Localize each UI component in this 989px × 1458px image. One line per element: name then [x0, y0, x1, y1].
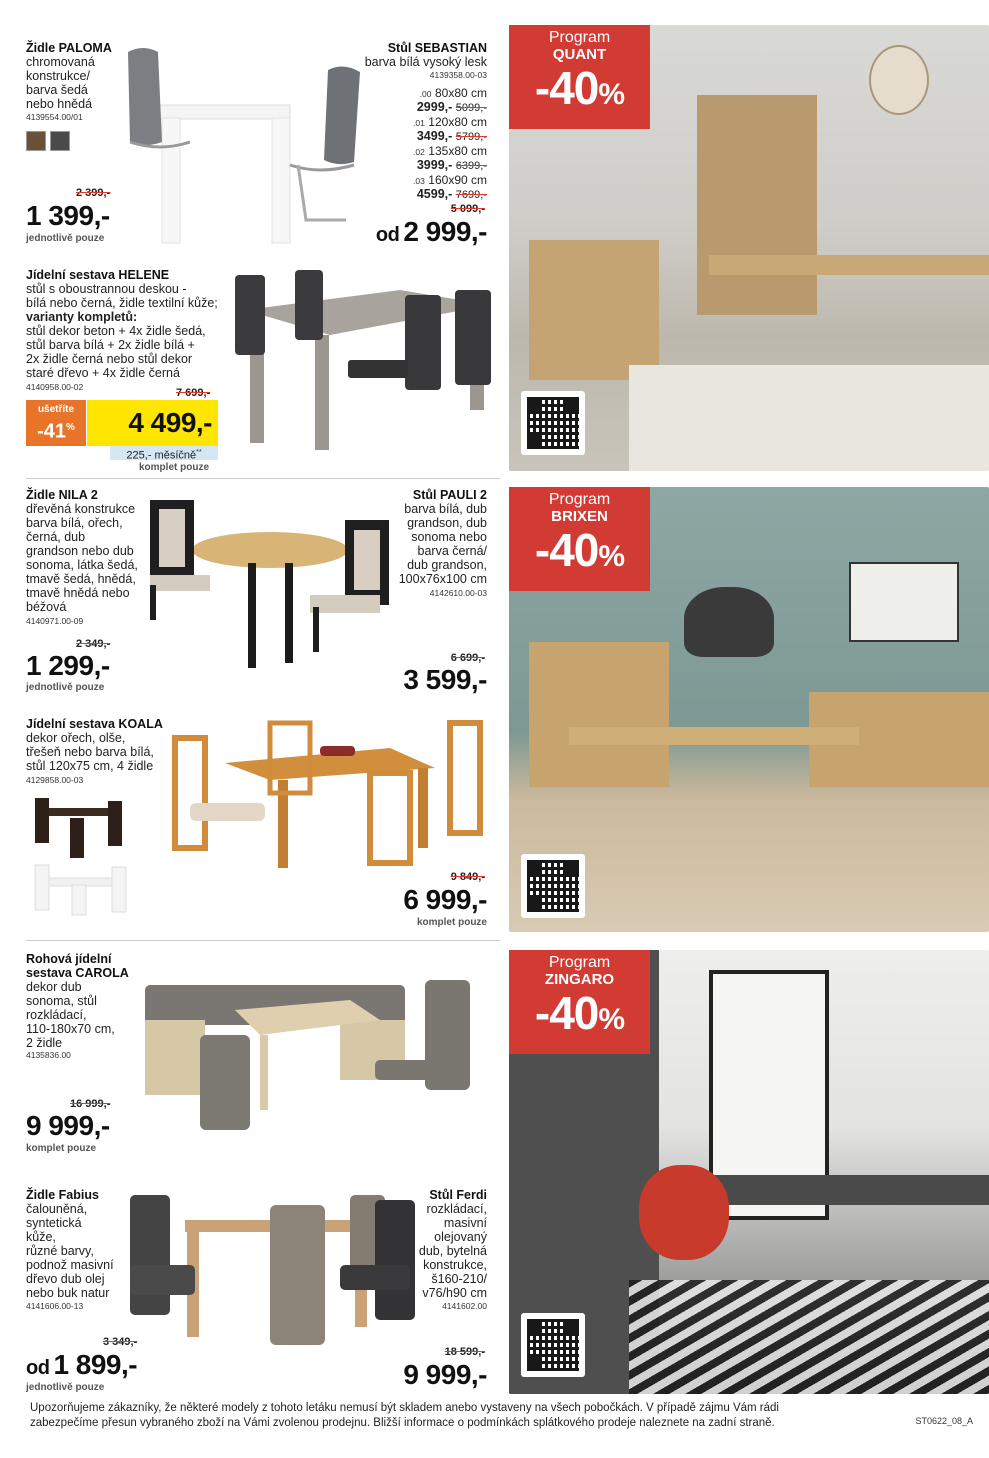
desc-line: nebo buk natur [26, 1286, 110, 1300]
price-unit: jednotlivě pouze [26, 233, 105, 244]
pendant-lamp [684, 587, 774, 657]
variant-list [347, 86, 487, 202]
desc-line: chromovaná [26, 55, 95, 69]
red-chair [639, 1165, 729, 1260]
name-line: sestava CAROLA [26, 966, 129, 980]
program-badge-brixen[interactable] [509, 487, 650, 591]
variant-line: stůl barva bílá + 2x židle bílá + [26, 338, 195, 352]
product-photo-helene [230, 265, 500, 455]
price: 3 599,- [403, 664, 487, 695]
product-photo-ferdi [125, 1190, 425, 1350]
save-badge [26, 400, 86, 446]
program-discount: -40% [534, 524, 625, 576]
desc-line: barva bílá, ořech, [26, 516, 123, 530]
old-price: 9 849,- [450, 871, 485, 883]
old-price: 7 699,- [176, 387, 211, 399]
name-line: Rohová jídelní [26, 952, 112, 966]
program-label: Program [548, 491, 611, 508]
section-divider [26, 478, 500, 479]
desc-line: tmavě hnědá nebo [26, 586, 130, 600]
page-code: ST0622_08_A [915, 1416, 973, 1426]
variant-line: stůl dekor beton + 4x židle šedá, [26, 324, 206, 338]
monthly-payment: 225,- měsíčně** [110, 446, 218, 460]
desc-line: 100x76x100 cm [398, 572, 487, 586]
qr-code-zingaro[interactable] [521, 1313, 585, 1377]
product-desc [26, 980, 115, 1050]
rug [629, 365, 989, 471]
program-badge-zingaro[interactable] [509, 950, 650, 1054]
desc-line: podnož masivní [26, 1258, 114, 1272]
program-badge-quant[interactable] [509, 25, 650, 129]
variant-thumbnails-koala [30, 793, 140, 918]
desc-line: třešeň nebo barva bílá, [26, 745, 154, 759]
product-name: Židle Fabius [26, 1188, 99, 1202]
program-name: ZINGARO [544, 971, 615, 988]
program-label: Program [548, 954, 611, 971]
product-desc [419, 1202, 487, 1300]
desc-line: š160-210/ [431, 1272, 487, 1286]
variant-row: .02 135x80 cm [412, 144, 487, 158]
product-desc [26, 282, 218, 380]
product-name: Jídelní sestava HELENE [26, 268, 170, 282]
variant-thumbnail-illustration [30, 793, 140, 918]
price: od 1 899,- [26, 1349, 138, 1380]
product-desc: barva bílá vysoký lesk [364, 55, 487, 69]
dining-table [709, 255, 989, 275]
price: od 2 999,- [375, 216, 487, 247]
desc-line: tmavě šedá, hnědá, [26, 572, 136, 586]
cabinet [529, 642, 669, 787]
desc-line: konstrukce/ [26, 69, 90, 83]
desc-line: barva šedá [26, 83, 88, 97]
desc-line: dřevo dub olej [26, 1272, 105, 1286]
price: 6 999,- [403, 884, 487, 915]
price-box [87, 400, 218, 446]
desc-line: dub grandson, [407, 558, 487, 572]
qr-code-quant[interactable] [521, 391, 585, 455]
desc-line: barva bílá, dub [404, 502, 487, 516]
product-name: Stůl SEBASTIAN [387, 41, 487, 55]
price-unit: komplet pouze [416, 917, 487, 928]
section-divider [26, 940, 500, 941]
product-photo-koala [170, 718, 490, 870]
product-code: 4139554.00/01 [26, 112, 83, 122]
variant-row: 3499,- 5799,- [416, 129, 487, 143]
product-desc [26, 55, 95, 111]
footer-line: Upozorňujeme zákazníky, že některé modely z tohoto letáku nemusí být skladem anebo vystaveny na všech pobočkách. V případě zájmu Vám rádi [30, 1402, 779, 1414]
zebra-rug [629, 1280, 989, 1394]
wall-frames [849, 562, 959, 642]
old-price: 6 699,- [450, 652, 485, 664]
footer-disclaimer [30, 1401, 890, 1431]
old-price: 2 349,- [76, 638, 111, 650]
product-photo-pauli [145, 495, 400, 675]
table-chairs-illustration [170, 718, 490, 870]
old-price: 18 599,- [444, 1346, 485, 1358]
color-swatch-brown[interactable] [26, 131, 46, 151]
product-desc [26, 1202, 114, 1300]
desc-line: sonoma, látka šedá, [26, 558, 138, 572]
desc-line: béžová [26, 600, 67, 614]
save-value: -41% [37, 420, 75, 443]
desc-line: dřevěná konstrukce [26, 502, 136, 516]
product-desc [26, 502, 138, 614]
variant-row: .03 160x90 cm [412, 173, 487, 187]
old-price: 2 399,- [76, 187, 111, 199]
product-name: Stůl PAULI 2 [412, 488, 487, 502]
product-name: Jídelní sestava KOALA [26, 717, 163, 731]
sideboard [529, 240, 659, 380]
table-chairs-illustration [120, 40, 375, 245]
desc-line: sonoma nebo [411, 530, 487, 544]
product-code: 4142610.00-03 [429, 588, 487, 598]
desc-line: čalouněná, [26, 1202, 88, 1216]
old-price: 5 099,- [450, 203, 485, 215]
desc-line: sonoma, stůl [26, 994, 97, 1008]
product-code: 4141606.00-13 [26, 1301, 84, 1311]
desc-line: dekor ořech, olše, [26, 731, 126, 745]
product-name: Židle NILA 2 [26, 488, 98, 502]
old-price: 16 999,- [70, 1098, 111, 1110]
variants-title: varianty kompletů: [26, 310, 138, 324]
product-code: 4140971.00-09 [26, 616, 84, 626]
product-photo-carola [140, 965, 490, 1140]
price: 4 499,- [128, 407, 212, 438]
price-unit: komplet pouze [139, 462, 210, 473]
variant-row: 2999,- 5099,- [416, 100, 487, 114]
cabinet [697, 95, 817, 315]
table-chairs-illustration [125, 1190, 425, 1350]
qr-code-brixen[interactable] [521, 854, 585, 918]
program-label: Program [548, 29, 611, 46]
desc-line: různé barvy, [26, 1244, 94, 1258]
price: 1 399,- [26, 200, 110, 231]
product-name: Stůl Ferdi [429, 1188, 487, 1202]
footer-line: zabezpečíme přesun vybraného zboží na Vámi zvolenou prodejnu. Bližší informace o podmínkách splátkového prodeje naleznete na zadní straně. [30, 1417, 775, 1429]
color-swatch-grey[interactable] [50, 131, 70, 151]
variant-row: 3999,- 6399,- [416, 158, 487, 172]
product-code: 4135836.00 [26, 1050, 71, 1060]
desc-line: dub, bytelná [418, 1244, 487, 1258]
program-discount: -40% [534, 62, 625, 114]
product-code: 4139358.00-03 [429, 70, 487, 80]
price-unit: jednotlivě pouze [26, 1382, 105, 1393]
price: 1 299,- [26, 650, 110, 681]
product-code: 4129858.00-03 [26, 775, 84, 785]
desc-line: konstrukce, [423, 1258, 487, 1272]
product-code: 4140958.00-02 [26, 382, 84, 392]
corner-bench-illustration [140, 965, 490, 1140]
old-price: 3 349,- [103, 1336, 138, 1348]
product-code: 4141602.00 [442, 1301, 487, 1311]
save-label: ušetříte [37, 404, 75, 415]
table-chairs-illustration [145, 495, 400, 675]
price: 9 999,- [403, 1359, 487, 1390]
product-photo-sebastian [120, 40, 375, 245]
price-unit: jednotlivě pouze [26, 682, 105, 693]
program-name: BRIXEN [551, 508, 608, 525]
desc-line: masivní [443, 1216, 487, 1230]
desc-line: bílá nebo černá, židle textilní kůže; [26, 296, 218, 310]
desc-line: grandson nebo dub [26, 544, 134, 558]
desc-line: rozkládací, [26, 1008, 87, 1022]
product-name: Židle PALOMA [26, 41, 112, 55]
product-name [26, 952, 129, 980]
desc-line: grandson, dub [407, 516, 487, 530]
desc-line: nebo hnědá [26, 97, 93, 111]
price: 9 999,- [26, 1110, 110, 1141]
desc-line: černá, dub [26, 530, 86, 544]
desc-line: 110-180x70 cm, [26, 1022, 115, 1036]
variant-line: 2x židle černá nebo stůl dekor [26, 352, 193, 366]
variant-row: 4599,- 7699,- [416, 187, 487, 201]
table-chairs-illustration [230, 265, 500, 455]
price-unit: komplet pouze [26, 1143, 97, 1154]
desc-line: stůl s oboustrannou deskou - [26, 282, 187, 296]
program-name: QUANT [552, 46, 607, 63]
desc-line: rozkládací, [426, 1202, 487, 1216]
product-desc [399, 502, 487, 586]
variant-row: .00 80x80 cm [419, 86, 487, 100]
desc-line: olejovaný [434, 1230, 487, 1244]
desc-line: dekor dub [26, 980, 82, 994]
variant-row: .01 120x80 cm [412, 115, 487, 129]
program-discount: -40% [534, 987, 625, 1039]
product-desc [26, 731, 154, 773]
dining-table [569, 727, 859, 745]
desc-line: syntetická [26, 1216, 82, 1230]
variant-line: staré dřevo + 4x židle černá [26, 366, 180, 380]
desc-line: v76/h90 cm [422, 1286, 487, 1300]
desc-line: kůže, [26, 1230, 56, 1244]
pendant-lamp [869, 45, 929, 115]
desc-line: barva černá/ [417, 544, 487, 558]
desc-line: stůl 120x75 cm, 4 židle [26, 759, 154, 773]
desc-line: 2 židle [26, 1036, 63, 1050]
